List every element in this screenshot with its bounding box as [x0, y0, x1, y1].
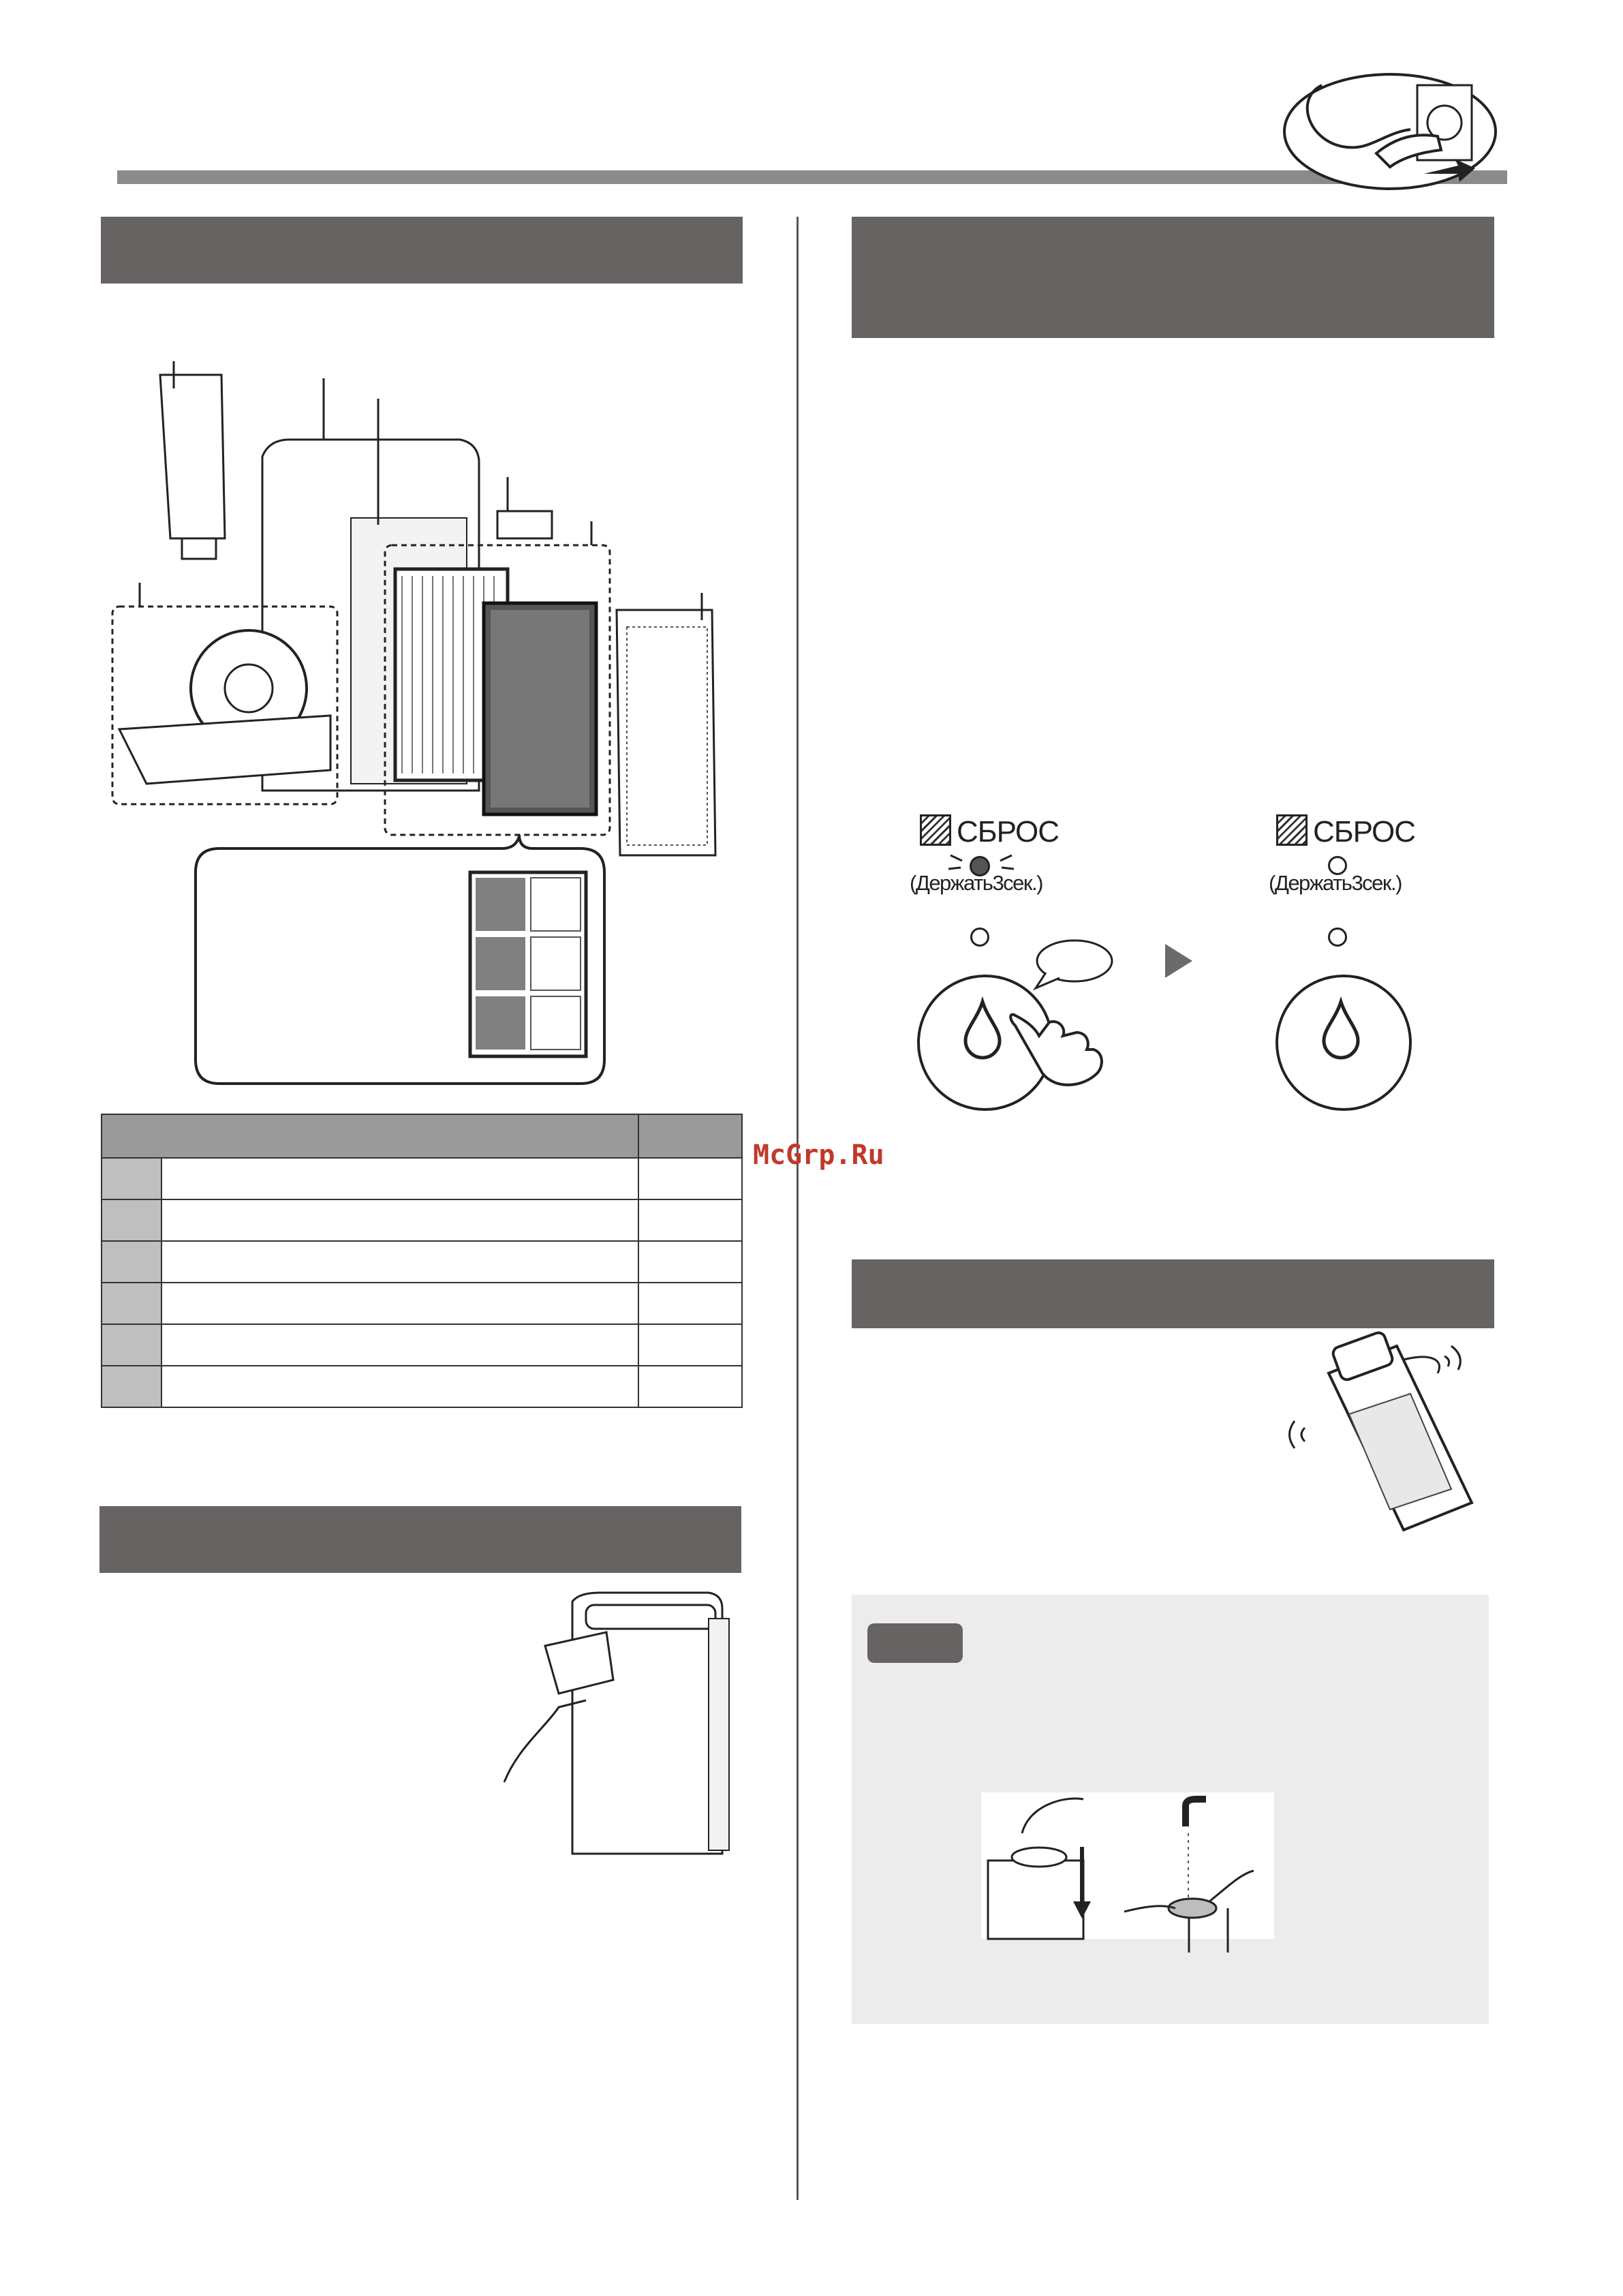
wipe-body-illustration — [504, 1591, 736, 1864]
parts-table-header — [102, 1114, 742, 1158]
reset-label-right: СБРОС — [1276, 814, 1415, 849]
section-bar-body-care — [99, 1506, 741, 1573]
tank-shake-illustration — [1281, 1332, 1485, 1557]
section-bar-tank — [852, 1259, 1494, 1328]
table-row — [102, 1158, 742, 1199]
tank-cap-cleaning-illustration — [981, 1792, 1274, 1959]
reset-hatch-icon — [1276, 814, 1308, 846]
parts-table — [101, 1114, 743, 1408]
table-row — [102, 1241, 742, 1283]
led-indicator-icon — [1328, 928, 1347, 947]
table-row — [102, 1324, 742, 1366]
hold-label-left: (Держать3сек.) — [910, 871, 1042, 895]
speech-bubble-icon — [1032, 937, 1114, 992]
arrow-right-icon — [1165, 944, 1192, 978]
note-chip — [867, 1623, 963, 1663]
water-drop-icon — [1320, 998, 1361, 1060]
deodorizing-filter-part — [484, 603, 596, 814]
water-tank-part — [160, 361, 225, 559]
ion-generator-part — [497, 477, 552, 538]
reset-hatch-icon — [920, 814, 951, 846]
filter-detail-callout — [192, 848, 608, 1087]
table-row — [102, 1366, 742, 1407]
watermark-text: McGrp.Ru — [753, 1139, 884, 1171]
table-row — [102, 1199, 742, 1241]
hold-label-right: (Держать3сек.) — [1269, 871, 1402, 895]
section-bar-parts — [101, 217, 743, 284]
section-bar-reset — [852, 217, 1494, 338]
water-drop-icon — [962, 998, 1003, 1060]
filter-grid-icon — [470, 872, 586, 1056]
reset-label-left: СБРОС — [920, 814, 1059, 849]
pointing-hand-icon — [1008, 995, 1111, 1090]
parts-exploded-diagram — [106, 348, 760, 893]
column-divider — [797, 217, 799, 2200]
led-indicator-icon — [970, 928, 989, 947]
front-panel-part — [617, 593, 715, 855]
unplug-icon — [1281, 72, 1499, 191]
table-row — [102, 1283, 742, 1324]
